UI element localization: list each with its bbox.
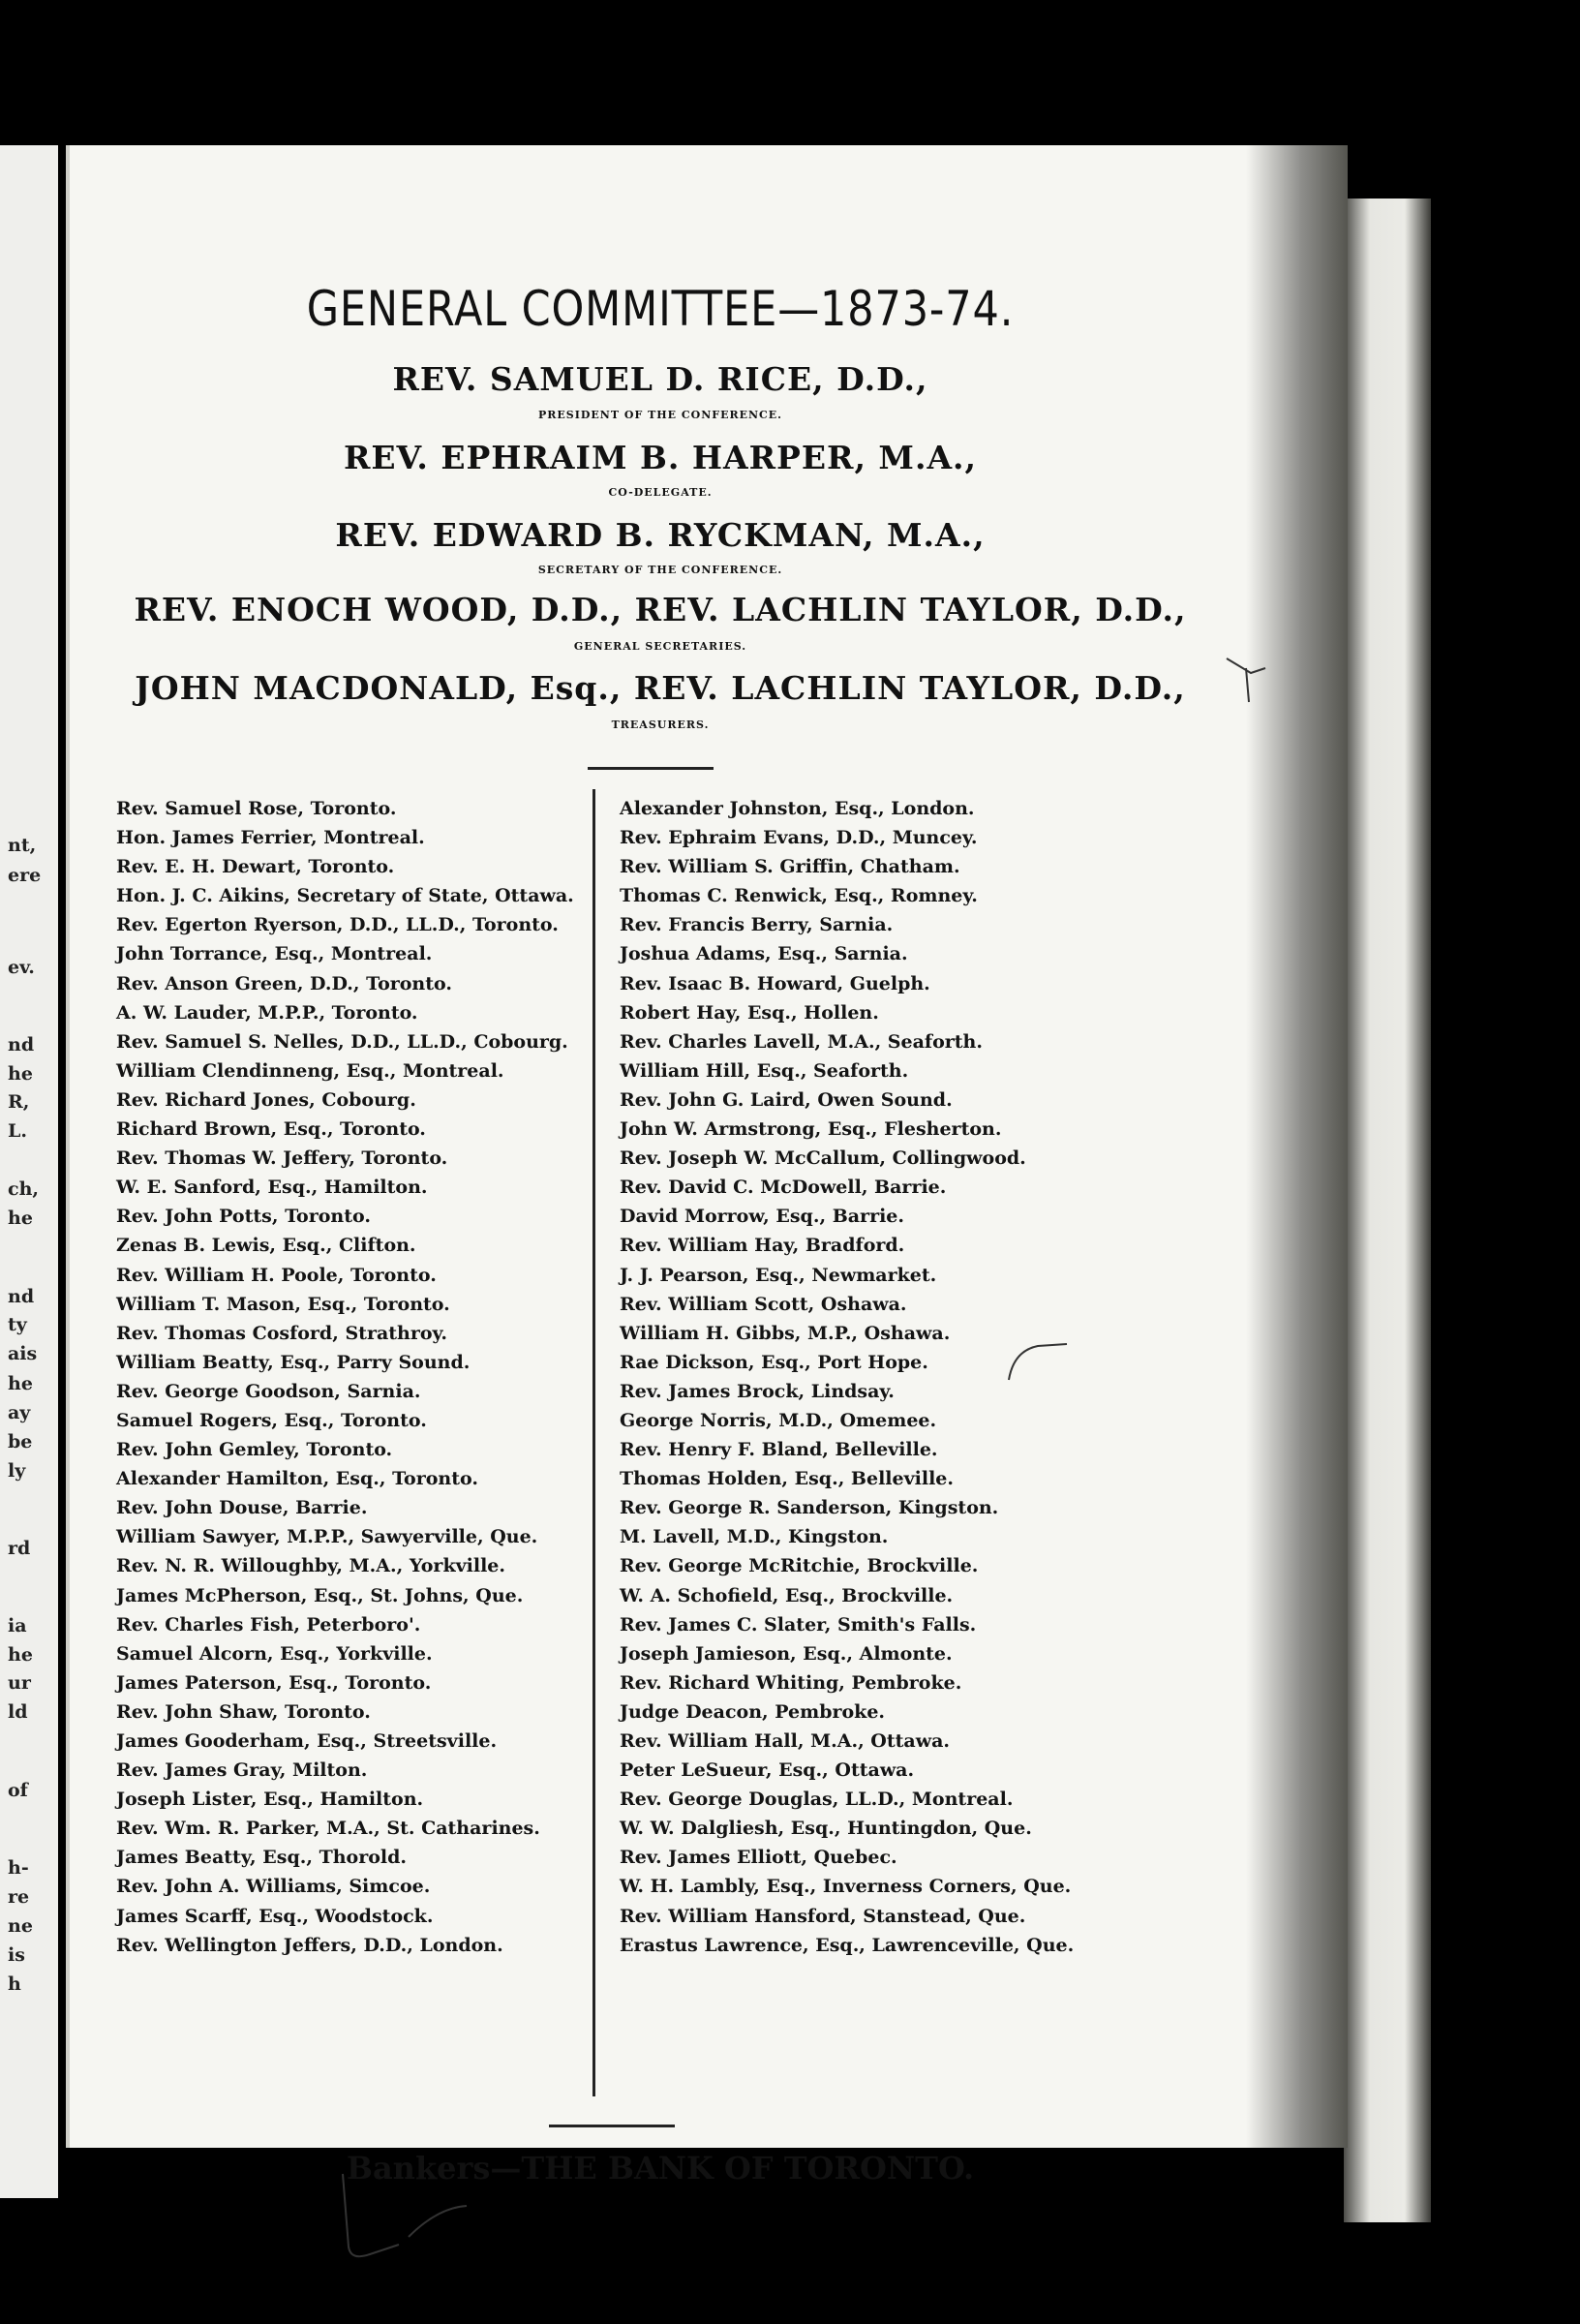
list-item: Joshua Adams, Esq., Sarnia. — [620, 943, 908, 965]
list-item: W. W. Dalgliesh, Esq., Huntingdon, Que. — [620, 1818, 1032, 1840]
list-item: Rev. William Hay, Bradford. — [620, 1235, 905, 1257]
list-item: James Beatty, Esq., Thorold. — [116, 1847, 408, 1869]
edge-fragment: h — [8, 1973, 21, 1995]
edge-fragment: ev. — [8, 957, 35, 978]
list-item: Rev. Joseph W. McCallum, Collingwood. — [620, 1147, 1026, 1170]
list-item: Samuel Rogers, Esq., Toronto. — [116, 1409, 427, 1431]
list-item: Rev. Egerton Ryerson, D.D., LL.D., Toronto. — [116, 914, 559, 936]
list-item: Rev. William H. Poole, Toronto. — [116, 1264, 437, 1286]
list-item: Richard Brown, Esq., Toronto. — [116, 1118, 426, 1141]
list-item: Rev. Samuel S. Nelles, D.D., LL.D., Cobourg. — [116, 1030, 568, 1053]
edge-fragment: ld — [8, 1701, 28, 1723]
list-item: Robert Hay, Esq., Hollen. — [620, 1001, 879, 1024]
list-item: Rev. George Goodson, Sarnia. — [116, 1380, 421, 1402]
list-item: W. A. Schofield, Esq., Brockville. — [620, 1584, 954, 1606]
list-item: Rev. George McRitchie, Brockville. — [620, 1555, 979, 1577]
list-item: Rev. Anson Green, D.D., Toronto. — [116, 972, 452, 994]
list-item: Rev. Isaac B. Howard, Guelph. — [620, 972, 930, 994]
page-title: GENERAL COMMITTEE—1873-74. — [306, 281, 1015, 337]
list-item: Rev. James C. Slater, Smith's Falls. — [620, 1613, 977, 1636]
officer-general-secretaries: REV. ENOCH WOOD, D.D., REV. LACHLIN TAYLOR, D.D., — [134, 591, 1187, 628]
list-item: Rev. Francis Berry, Sarnia. — [620, 914, 894, 936]
officer-co-delegate: REV. EPHRAIM B. HARPER, M.A., — [343, 439, 978, 476]
list-item: Rev. William Scott, Oshawa. — [620, 1293, 907, 1315]
document-page — [66, 145, 1348, 2186]
edge-fragment: ere — [8, 865, 42, 886]
officer-role: SECRETARY OF THE CONFERENCE. — [537, 564, 783, 576]
edge-fragment: ais — [8, 1343, 38, 1364]
list-item: Rev. Richard Whiting, Pembroke. — [620, 1671, 962, 1694]
list-item: W. H. Lambly, Esq., Inverness Corners, Que. — [620, 1876, 1072, 1898]
edge-fragment: he — [8, 1208, 33, 1229]
edge-fragment: he — [8, 1644, 33, 1666]
officer-role: TREASURERS. — [611, 719, 710, 731]
member-list-left — [116, 794, 574, 1960]
list-item: James Gooderham, Esq., Streetsville. — [116, 1730, 498, 1752]
book-fore-edge — [1344, 199, 1431, 2222]
list-item: Rev. Henry F. Bland, Belleville. — [620, 1439, 938, 1461]
list-item: Samuel Alcorn, Esq., Yorkville. — [116, 1642, 433, 1665]
list-item: George Norris, M.D., Omemee. — [620, 1409, 937, 1431]
list-item: Rev. E. H. Dewart, Toronto. — [116, 856, 395, 878]
list-item: Rev. John Shaw, Toronto. — [116, 1700, 371, 1723]
list-item: Rev. Charles Lavell, M.A., Seaforth. — [620, 1030, 983, 1053]
list-item: Rev. William S. Griffin, Chatham. — [620, 856, 960, 878]
edge-fragment: nt, — [8, 835, 37, 856]
list-item: Rev. Thomas W. Jeffery, Toronto. — [116, 1147, 448, 1170]
divider-rule — [549, 2125, 675, 2127]
edge-fragment: R, — [8, 1091, 30, 1113]
officer-role: CO-DELEGATE. — [608, 486, 713, 499]
list-item: Rev. David C. McDowell, Barrie. — [620, 1177, 947, 1199]
list-item: Rev. John Douse, Barrie. — [116, 1497, 368, 1519]
officer-treasurers: JOHN MACDONALD, Esq., REV. LACHLIN TAYLOR, D.D., — [135, 669, 1186, 707]
list-item: Peter LeSueur, Esq., Ottawa. — [620, 1759, 915, 1782]
list-item: David Morrow, Esq., Barrie. — [620, 1206, 904, 1228]
edge-fragment: re — [8, 1886, 30, 1908]
list-item: W. E. Sanford, Esq., Hamilton. — [116, 1177, 428, 1199]
edge-fragment: of — [8, 1780, 28, 1801]
list-item: Alexander Hamilton, Esq., Toronto. — [116, 1468, 478, 1490]
pen-mark — [331, 2169, 525, 2276]
list-item: Erastus Lawrence, Esq., Lawrenceville, Que. — [620, 1934, 1075, 1956]
list-item: Rev. John Potts, Toronto. — [116, 1206, 371, 1228]
edge-fragment: he — [8, 1373, 33, 1394]
list-item: Rev. Wellington Jeffers, D.D., London. — [116, 1934, 503, 1956]
list-item: Joseph Jamieson, Esq., Almonte. — [620, 1642, 953, 1665]
list-item: Rev. Thomas Cosford, Strathroy. — [116, 1322, 448, 1344]
list-item: William H. Gibbs, M.P., Oshawa. — [620, 1322, 951, 1344]
list-item: Joseph Lister, Esq., Hamilton. — [116, 1789, 424, 1811]
list-item: William Hill, Esq., Seaforth. — [620, 1059, 909, 1082]
pen-mark — [999, 1327, 1077, 1385]
list-item: Rev. George R. Sanderson, Kingston. — [620, 1497, 999, 1519]
pen-mark — [1222, 649, 1270, 707]
edge-fragment: ch, — [8, 1178, 39, 1200]
edge-fragment: ly — [8, 1460, 26, 1482]
bankers-line: Bankers—THE BANK OF TORONTO. — [346, 2150, 975, 2186]
list-item: James Paterson, Esq., Toronto. — [116, 1671, 432, 1694]
list-item: William T. Mason, Esq., Toronto. — [116, 1293, 450, 1315]
edge-fragment: ia — [8, 1615, 27, 1636]
list-item: James McPherson, Esq., St. Johns, Que. — [116, 1584, 524, 1606]
list-item: John Torrance, Esq., Montreal. — [116, 943, 433, 965]
list-item: M. Lavell, M.D., Kingston. — [620, 1526, 889, 1548]
list-item: Rev. John Gemley, Toronto. — [116, 1439, 393, 1461]
list-item: Hon. J. C. Aikins, Secretary of State, Ottawa. — [116, 885, 574, 907]
column-divider — [592, 789, 595, 2096]
list-item: James Scarff, Esq., Woodstock. — [116, 1905, 434, 1927]
list-item: Rev. John A. Williams, Simcoe. — [116, 1876, 431, 1898]
officer-president: REV. SAMUEL D. RICE, D.D., — [392, 360, 928, 398]
list-item: Rev. George Douglas, LL.D., Montreal. — [620, 1789, 1014, 1811]
list-item: William Beatty, Esq., Parry Sound. — [116, 1351, 471, 1373]
list-item: Thomas Holden, Esq., Belleville. — [620, 1468, 954, 1490]
gutter-shadow — [1246, 145, 1348, 2148]
list-item: Rev. William Hansford, Stanstead, Que. — [620, 1905, 1026, 1927]
list-item: A. W. Lauder, M.P.P., Toronto. — [116, 1001, 418, 1024]
edge-fragment: ty — [8, 1314, 27, 1335]
list-item: Rev. N. R. Willoughby, M.A., Yorkville. — [116, 1555, 506, 1577]
list-item: Zenas B. Lewis, Esq., Clifton. — [116, 1235, 416, 1257]
list-item: Rev. John G. Laird, Owen Sound. — [620, 1088, 953, 1111]
edge-fragment: ne — [8, 1915, 33, 1937]
edge-fragment: h- — [8, 1857, 29, 1879]
list-item: William Clendinneng, Esq., Montreal. — [116, 1059, 504, 1082]
list-item: Alexander Johnston, Esq., London. — [620, 798, 975, 819]
edge-fragment: nd — [8, 1034, 35, 1055]
officer-role: PRESIDENT OF THE CONFERENCE. — [537, 409, 783, 421]
edge-fragment: is — [8, 1944, 25, 1966]
list-item: Rev. James Elliott, Quebec. — [620, 1847, 897, 1869]
list-item: Judge Deacon, Pembroke. — [620, 1700, 886, 1723]
edge-fragment: ay — [8, 1402, 31, 1423]
divider-rule — [588, 767, 714, 770]
list-item: Thomas C. Renwick, Esq., Romney. — [620, 885, 978, 907]
list-item: Rev. Wm. R. Parker, M.A., St. Catharines. — [116, 1818, 540, 1840]
edge-fragment: ur — [8, 1672, 31, 1694]
edge-fragment: be — [8, 1431, 33, 1452]
list-item: Rev. Ephraim Evans, D.D., Muncey. — [620, 827, 978, 849]
list-item: J. J. Pearson, Esq., Newmarket. — [620, 1264, 937, 1286]
list-item: Rev. James Brock, Lindsay. — [620, 1380, 895, 1402]
officer-secretary: REV. EDWARD B. RYCKMAN, M.A., — [335, 516, 986, 554]
list-item: Rev. James Gray, Milton. — [116, 1759, 368, 1782]
list-item: Rev. Richard Jones, Cobourg. — [116, 1088, 416, 1111]
list-item: Rae Dickson, Esq., Port Hope. — [620, 1351, 928, 1373]
edge-fragment: rd — [8, 1538, 31, 1559]
list-item: Rev. Samuel Rose, Toronto. — [116, 798, 397, 819]
edge-fragment: he — [8, 1063, 33, 1085]
edge-fragment: L. — [8, 1120, 27, 1142]
list-item: Rev. William Hall, M.A., Ottawa. — [620, 1730, 950, 1752]
officer-role: GENERAL SECRETARIES. — [573, 640, 747, 653]
list-item: Hon. James Ferrier, Montreal. — [116, 827, 425, 849]
list-item: Rev. Charles Fish, Peterboro'. — [116, 1613, 421, 1636]
edge-fragment: nd — [8, 1286, 35, 1307]
list-item: William Sawyer, M.P.P., Sawyerville, Que. — [116, 1526, 538, 1548]
list-item: John W. Armstrong, Esq., Flesherton. — [620, 1118, 1002, 1141]
